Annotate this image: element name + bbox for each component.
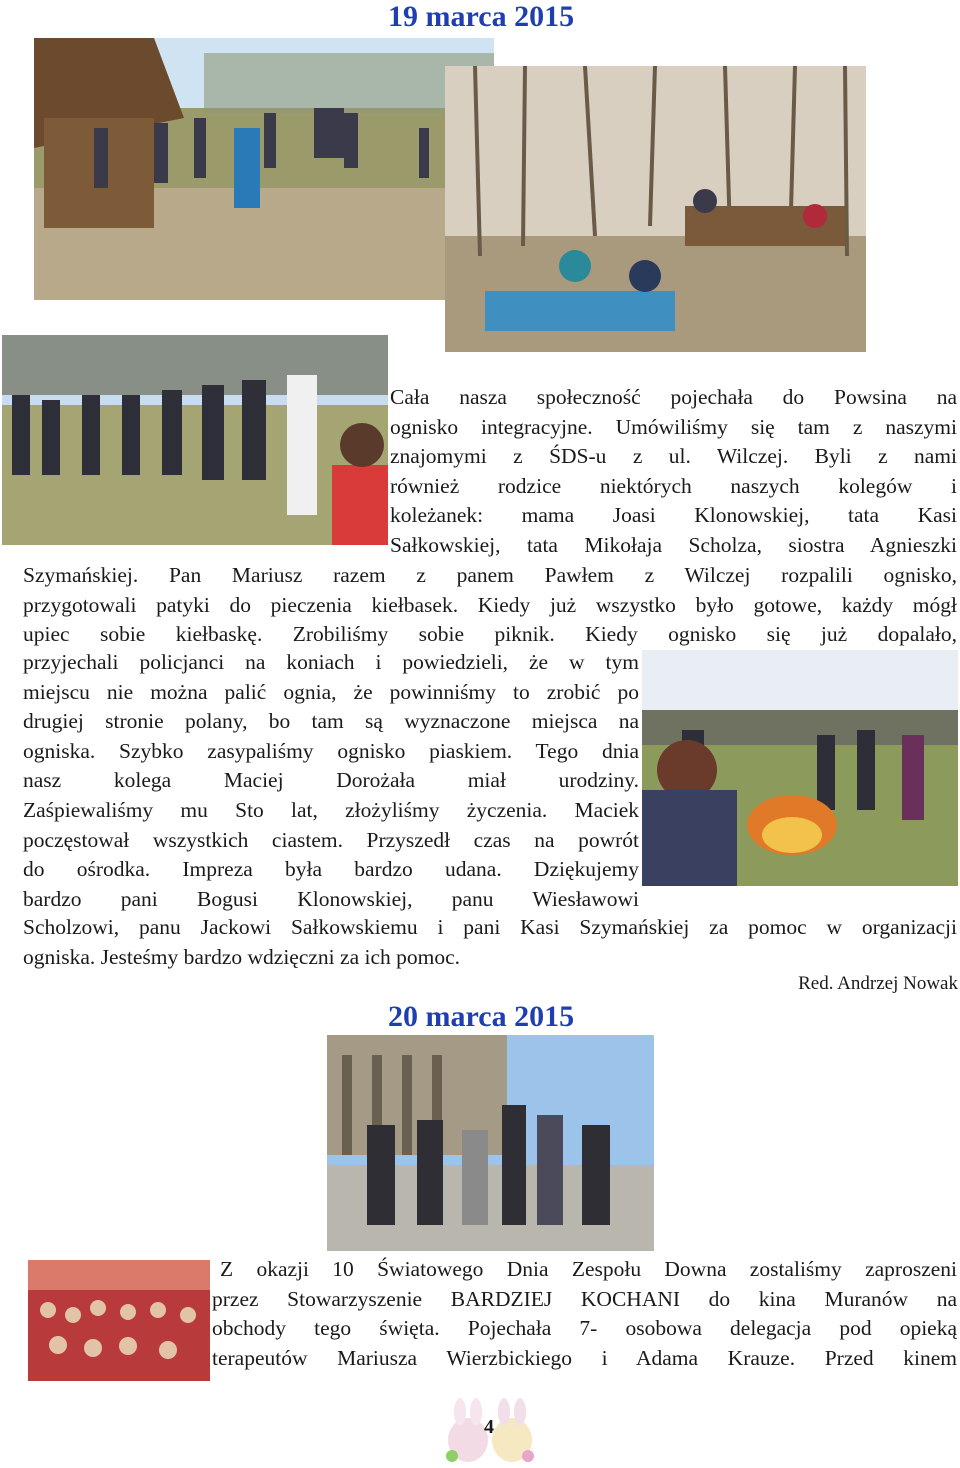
text-line: przez Stowarzyszenie BARDZIEJ KOCHANI do kina Muranów na — [212, 1286, 957, 1311]
text-line: terapeutów Mariusza Wierzbickiego i Adama Krauze. Przed kinem — [212, 1345, 957, 1370]
text-line: Z okazji 10 Światowego Dnia Zespołu Downa zostaliśmy zaproszeni — [220, 1257, 957, 1281]
text-line: miejscu nie można palić ognia, że powinniśmy to zrobić po — [23, 679, 639, 704]
text-line: Scholzowi, panu Jackowi Sałkowskiemu i pani Kasi Szymańskiej za pomoc w organizacji — [23, 915, 957, 939]
text-line: upiec sobie kiełbaskę. Zrobiliśmy sobie piknik. Kiedy ognisko się już dopalało, — [23, 622, 957, 647]
text-line: Zaśpiewaliśmy mu Sto lat, złożyliśmy życzenia. Maciek — [23, 797, 639, 822]
text-line: przyjechali policjanci na koniach i powiedzieli, że w tym — [23, 650, 639, 674]
section-heading-20-marca: 20 marca 2015 — [388, 1000, 575, 1033]
text-line: nasz kolega Maciej Dorożała miał urodziny. — [23, 768, 639, 793]
text-line: Sałkowskiej, tata Mikołaja Scholza, siostra Agnieszki — [390, 532, 957, 557]
text-line: znajomymi z ŚDS-u z ul. Wilczej. Byli z nami — [390, 444, 957, 469]
photo-group-standing — [2, 335, 388, 545]
text-line: ognisko integracyjne. Umówiliśmy się tam z naszymi — [390, 414, 957, 439]
text-line: bardzo pani Bogusi Klonowskiej, panu Wiesławowi — [23, 886, 639, 911]
page-number: 4 — [484, 1416, 494, 1438]
text-line: przygotowali patyki do pieczenia kiełbasek. Kiedy już wszystko było gotowe, każdy mógł — [23, 592, 957, 617]
photo-cinema-audience — [28, 1260, 210, 1381]
text-line: również rodzice niektórych naszych kolegów i — [390, 473, 957, 498]
text-line: do ośrodka. Impreza była bardzo udana. Dziękujemy — [23, 857, 639, 882]
text-line: poczęstował wszystkich ciastem. Przyszedł czas na powrót — [23, 827, 639, 852]
photo-picnic-forest — [445, 66, 866, 352]
photo-group-square — [327, 1035, 654, 1251]
text-line: koleżanek: mama Joasi Klonowskiej, tata Kasi — [390, 503, 957, 528]
text-line: Szymańskiej. Pan Mariusz razem z panem Pawłem z Wilczej rozpalili ognisko, — [23, 563, 957, 587]
text-line: Cała nasza społeczność pojechała do Powsina na — [390, 385, 957, 409]
text-line: obchody tego święta. Pojechała 7- osobowa delegacja pod opieką — [212, 1316, 957, 1341]
text-line: ogniska. Szybko zasypaliśmy ognisko piaskiem. Tego dnia — [23, 738, 639, 763]
photo-bonfire — [642, 650, 958, 886]
text-line: ogniska. Jesteśmy bardzo wdzięczni za ich pomoc. — [23, 944, 461, 969]
text-line: drugiej stronie polany, bo tam są wyznaczone miejsca na — [23, 709, 639, 734]
section-heading-19-marca: 19 marca 2015 — [388, 0, 575, 33]
photo-picnic-shelter — [34, 38, 494, 300]
author-signature: Red. Andrzej Nowak — [798, 973, 958, 994]
